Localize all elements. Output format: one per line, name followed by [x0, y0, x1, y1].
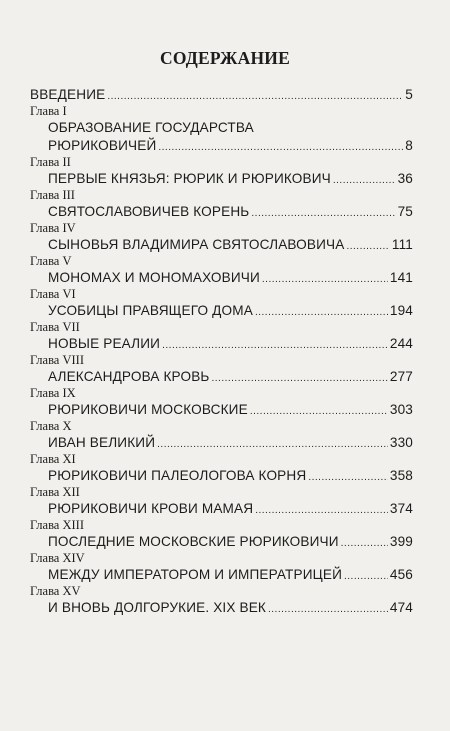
toc-page-number: 374 [389, 501, 413, 516]
chapter-number: Глава X [30, 419, 72, 433]
toc-entry-chapter[interactable] [30, 353, 413, 386]
toc-entry-chapter[interactable] [30, 485, 413, 518]
toc-entry-intro[interactable] [30, 86, 413, 104]
chapter-number: Глава III [30, 188, 75, 202]
toc-entry-chapter[interactable] [30, 518, 413, 551]
toc-entry-title: МОНОМАХ И МОНОМАХОВИЧИ [48, 270, 260, 285]
toc-entry-chapter[interactable] [30, 320, 413, 353]
toc-entry-title: ПОСЛЕДНИЕ МОСКОВСКИЕ РЮРИКОВИЧИ [48, 534, 339, 549]
chapter-number: Глава XV [30, 584, 81, 598]
toc-entry-title: РЮРИКОВИЧИ МОСКОВСКИЕ [48, 402, 248, 417]
chapter-number: Глава VII [30, 320, 80, 334]
page-title: СОДЕРЖАНИЕ [159, 48, 290, 68]
chapter-number: Глава II [30, 155, 71, 169]
chapter-number: Глава I [30, 104, 67, 118]
toc-entry-chapter[interactable] [30, 551, 413, 584]
toc-entry-title: ПЕРВЫЕ КНЯЗЬЯ: РЮРИК И РЮРИКОВИЧ [48, 171, 331, 186]
toc-entry-chapter[interactable] [30, 386, 413, 419]
toc-entry-title: РЮРИКОВИЧЕЙ [48, 138, 157, 153]
chapter-number: Глава VI [30, 287, 76, 301]
chapter-number: Глава VIII [30, 353, 84, 367]
toc-page-number: 111 [391, 237, 413, 252]
toc-page-number: 456 [389, 567, 413, 582]
toc-entry-title: УСОБИЦЫ ПРАВЯЩЕГО ДОМА [48, 303, 253, 318]
toc-page-number: 277 [389, 369, 413, 384]
toc-entry-chapter[interactable] [30, 452, 413, 485]
chapter-number: Глава XIII [30, 518, 84, 532]
toc-entry-title: ИВАН ВЕЛИКИЙ [48, 435, 156, 450]
table-of-contents [30, 86, 413, 617]
toc-page-number: 75 [397, 204, 413, 219]
chapter-number: Глава V [30, 254, 72, 268]
toc-page-number: 358 [389, 468, 413, 483]
chapter-number: Глава XI [30, 452, 76, 466]
toc-entry-chapter[interactable] [30, 188, 413, 221]
toc-entry-title: ВВЕДЕНИЕ [30, 87, 106, 102]
chapter-number: Глава IV [30, 221, 76, 235]
chapter-number: Глава XII [30, 485, 80, 499]
toc-entry-chapter[interactable] [30, 584, 413, 617]
chapter-list [30, 104, 413, 617]
toc-page-number: 141 [389, 270, 413, 285]
toc-page-number: 244 [389, 336, 413, 351]
dot-leader [268, 601, 388, 619]
toc-page-number: 303 [389, 402, 413, 417]
toc-page-number: 8 [405, 138, 413, 153]
toc-entry-title: РЮРИКОВИЧИ ПАЛЕОЛОГОВА КОРНЯ [48, 468, 307, 483]
toc-page-number: 36 [397, 171, 413, 186]
chapter-number: Глава IX [30, 386, 76, 400]
toc-entry-title: РЮРИКОВИЧИ КРОВИ МАМАЯ [48, 501, 254, 516]
toc-entry-chapter[interactable] [30, 254, 413, 287]
toc-entry-title: АЛЕКСАНДРОВА КРОВЬ [48, 369, 210, 384]
toc-entry-title: И ВНОВЬ ДОЛГОРУКИЕ. XIX ВЕК [48, 600, 266, 615]
toc-entry-chapter[interactable] [30, 221, 413, 254]
chapter-number: Глава XIV [30, 551, 85, 565]
toc-entry-title: НОВЫЕ РЕАЛИИ [48, 336, 161, 351]
toc-entry-title: МЕЖДУ ИМПЕРАТОРОМ И ИМПЕРАТРИЦЕЙ [48, 567, 342, 582]
toc-entry-title: ОБРАЗОВАНИЕ ГОСУДАРСТВА [48, 120, 254, 135]
toc-entry-title: СЫНОВЬЯ ВЛАДИМИРА СВЯТОСЛАВОВИЧА [48, 237, 345, 252]
toc-entry-chapter[interactable] [30, 155, 413, 188]
toc-entry-chapter[interactable] [30, 287, 413, 320]
toc-entry-title: СВЯТОСЛАВОВИЧЕВ КОРЕНЬ [48, 204, 250, 219]
toc-entry-chapter[interactable] [30, 104, 413, 155]
toc-page-number: 399 [389, 534, 413, 549]
toc-entry-chapter[interactable] [30, 419, 413, 452]
toc-page-number: 194 [389, 303, 413, 318]
toc-page-number: 330 [389, 435, 413, 450]
toc-page-number: 474 [389, 600, 413, 615]
toc-page-number: 5 [405, 87, 413, 102]
